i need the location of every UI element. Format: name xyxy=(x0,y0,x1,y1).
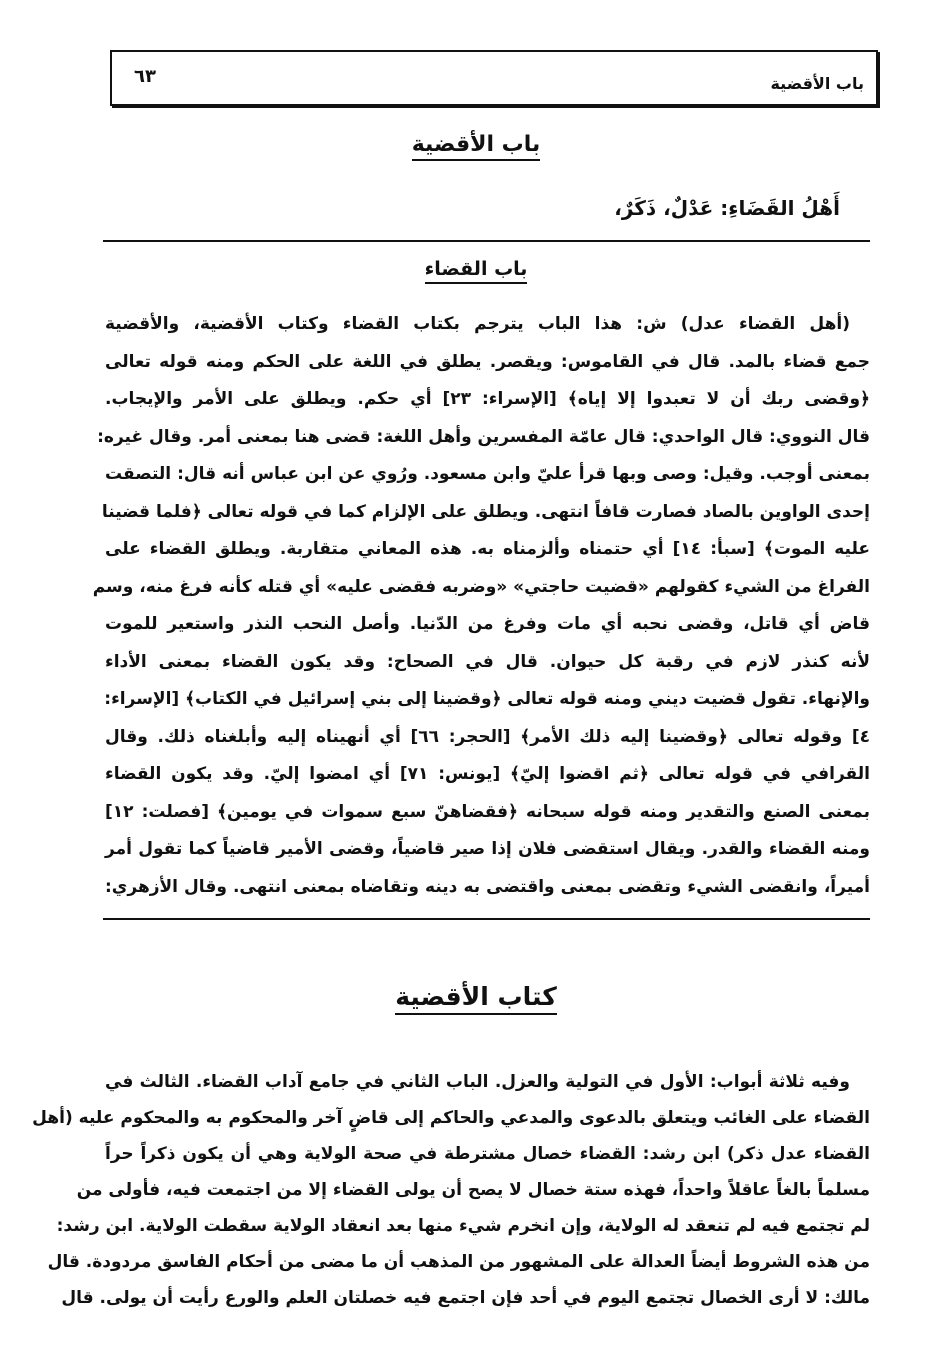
text-line: والإنهاء. تقول قضيت ديني ومنه قوله تعالى ﴿وقضينا إلى بني إسرائيل في الكتاب﴾ [الإسراء: xyxy=(104,689,870,709)
text-line: قاض أي قاتل، وقضى نحبه أي مات وفرغ من الدّنيا. وأصل النحب النذر واستعير للموت xyxy=(105,614,870,634)
text-line: ومنه القضاء والقدر. ويقال استقضى فلان إذا صير قاضياً، وقضى الأمير قاضياً كما تقول أمر xyxy=(105,839,870,859)
text-line: جمع قضاء بالمد. قال في القاموس: ويقصر. يطلق في اللغة على الحكم ومنه قوله تعالى xyxy=(105,351,870,372)
section-title-text: باب الأقضية xyxy=(412,132,541,161)
heading-text: كتاب الأقضية xyxy=(395,982,557,1015)
heading-bab-alqada xyxy=(0,258,952,280)
page-number: ٦٣ xyxy=(134,66,156,87)
text-line: لأنه كنذر لازم في رقبة كل حيوان. قال في الصحاح: وقد يكون القضاء بمعنى الأداء xyxy=(105,651,870,672)
text-line: أميراً، وانقضى الشيء وتقضى بمعنى واقتضى به دينه وتقاضاه بمعنى انتهى. وقال الأزهري: xyxy=(105,876,870,897)
heading-text: باب القضاء xyxy=(425,258,528,284)
divider xyxy=(103,240,870,242)
text-line: عليه الموت﴾ [سبأ: ١٤] أي حتمناه وألزمناه به. هذه المعاني متقاربة. ويطلق القضاء على xyxy=(105,539,870,559)
section-title xyxy=(0,132,952,157)
divider xyxy=(103,918,870,920)
text-line: وفيه ثلاثة أبواب: الأول في التولية والعزل. الباب الثاني في جامع آداب القضاء. الثالث في xyxy=(105,1072,850,1092)
text-line: مالك: لا أرى الخصال تجتمع اليوم في أحد فإن اجتمع فيه خصلتان العلم والورع رأيت أن يولى. قال xyxy=(61,1288,870,1308)
text-line: إحدى الواوين بالصاد فصارت قافاً انتهى. ويطلق على الإلزام كما في قوله تعالى ﴿فلما قضينا xyxy=(101,501,870,522)
text-line: القضاء على الغائب ويتعلق بالدعوى والمدعي والحاكم إلى قاضٍ آخر والمحكوم به والمحكوم عليه (أهل xyxy=(32,1108,870,1128)
text-line: بمعنى أوجب. وقيل: وصى وبها قرأ عليّ وابن مسعود. ورُوي عن ابن عباس أنه قال: التصقت xyxy=(105,464,870,484)
running-header-title: باب الأقضية xyxy=(770,74,864,93)
running-header xyxy=(110,50,878,106)
text-line: القضاء عدل ذكر) ابن رشد: القضاء خصال مشترطة في صحة الولاية وهي أن يكون ذكراً حراً xyxy=(105,1144,870,1164)
text-line: ٤] وقوله تعالى ﴿وقضينا إليه ذلك الأمر﴾ [الحجر: ٦٦] أي أنهيناه إليه وأبلغناه ذلك. وقال xyxy=(105,726,870,747)
text-line: القرافي في قوله تعالى ﴿ثم اقضوا إليّ﴾ [يونس: ٧١] أي امضوا إليّ. وقد يكون القضاء xyxy=(105,764,870,784)
text-line: مسلماً بالغاً عاقلاً واحداً، فهذه ستة خصال لا يصح أن يولى القضاء إلا من اجتمعت فيه، فأولى من xyxy=(76,1180,870,1200)
verse-line: أَهْلُ القَضَاءِ: عَدْلٌ، ذَكَرٌ، xyxy=(614,196,840,220)
heading-kitab-alaqdiya xyxy=(0,982,952,1011)
text-line: (أهل القضاء عدل) ش: هذا الباب يترجم بكتاب القضاء وكتاب الأقضية، والأقضية xyxy=(105,314,850,334)
text-line: ﴿وقضى ربك أن لا تعبدوا إلا إياه﴾ [الإسراء: ٢٣] أي حكم. ويطلق على الأمر والإيجاب. xyxy=(105,389,870,409)
text-line: من هذه الشروط أيضاً العدالة على المشهور من المذهب أن ما مضى من أحكام الفاسق مردودة. قال xyxy=(47,1252,870,1272)
text-line: قال النووي: قال الواحدي: قال عامّة المفسرين وأهل اللغة: قضى هنا بمعنى أمر. وقال غيره: xyxy=(97,426,870,447)
text-line: بمعنى الصنع والتقدير ومنه قوله سبحانه ﴿فقضاهنّ سبع سموات في يومين﴾ [فصلت: ١٢] xyxy=(105,801,870,822)
text-line: الفراغ من الشيء كقولهم «قضيت حاجتي» «وضربه فقضى عليه» أي قتله كأنه فرغ منه، وسم xyxy=(92,576,870,597)
text-line: لم تجتمع فيه لم تنعقد له الولاية، وإن انخرم شيء منها بعد انعقاد الولاية سقطت الولاية. ابن رشد: xyxy=(56,1216,870,1236)
